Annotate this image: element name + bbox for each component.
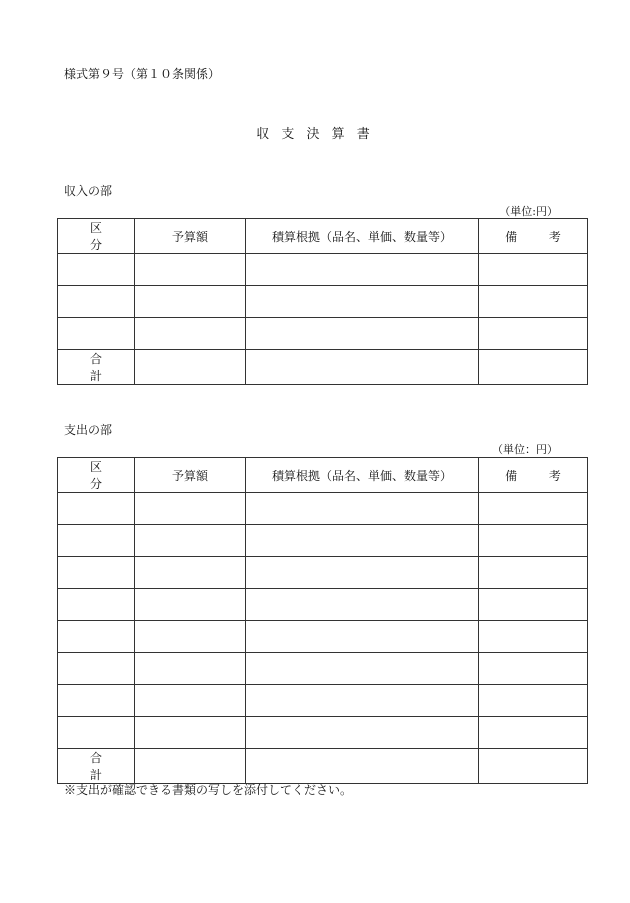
expense-cell-basis[interactable]: [246, 685, 479, 717]
income-header-row: [58, 219, 588, 254]
expense-table: [57, 457, 588, 784]
income-total-cell-basis[interactable]: [246, 350, 479, 385]
income-cell-budget[interactable]: [135, 254, 246, 286]
expense-cell-basis[interactable]: [246, 621, 479, 653]
income-total-cell-note[interactable]: [479, 350, 588, 385]
footnote: ※支出が確認できる書類の写しを添付してください。: [64, 783, 353, 797]
expense-cell-note[interactable]: [479, 653, 588, 685]
expense-total-cell-note[interactable]: [479, 749, 588, 784]
expense-cell-basis[interactable]: [246, 589, 479, 621]
expense-cell-budget[interactable]: [135, 493, 246, 525]
expense-cell-basis[interactable]: [246, 493, 479, 525]
expense-table-row: [58, 717, 588, 749]
income-cell-basis[interactable]: [246, 286, 479, 318]
expense-table-row: [58, 557, 588, 589]
income-cell-basis[interactable]: [246, 318, 479, 350]
expense-total-label: 合 計: [58, 749, 135, 784]
income-table-row: [58, 254, 588, 286]
expense-cell-note[interactable]: [479, 621, 588, 653]
expense-header-budget: 予算額: [135, 458, 246, 493]
expense-table-row: [58, 621, 588, 653]
expense-cell-kubun[interactable]: [58, 557, 135, 589]
expense-cell-budget[interactable]: [135, 557, 246, 589]
income-cell-basis[interactable]: [246, 254, 479, 286]
document-title: 収 支 決 算 書: [256, 127, 374, 142]
income-cell-kubun[interactable]: [58, 318, 135, 350]
income-header-note: 備 考: [479, 219, 588, 254]
income-section-title: 収入の部: [64, 184, 113, 198]
expense-header-kubun: 区 分: [58, 458, 135, 493]
expense-cell-basis[interactable]: [246, 653, 479, 685]
expense-cell-kubun[interactable]: [58, 525, 135, 557]
expense-cell-kubun[interactable]: [58, 717, 135, 749]
form-number: 様式第９号（第１０条関係）: [64, 67, 221, 81]
expense-cell-kubun[interactable]: [58, 653, 135, 685]
expense-table-row: [58, 685, 588, 717]
income-cell-budget[interactable]: [135, 318, 246, 350]
expense-total-row: [58, 749, 588, 784]
expense-cell-kubun[interactable]: [58, 493, 135, 525]
expense-cell-note[interactable]: [479, 685, 588, 717]
expense-cell-budget[interactable]: [135, 525, 246, 557]
income-cell-note[interactable]: [479, 318, 588, 350]
expense-cell-budget[interactable]: [135, 621, 246, 653]
expense-table-row: [58, 589, 588, 621]
income-total-label: 合 計: [58, 350, 135, 385]
income-table: [57, 218, 588, 385]
expense-table-body: [58, 493, 588, 784]
expense-cell-basis[interactable]: [246, 557, 479, 589]
expense-cell-budget[interactable]: [135, 589, 246, 621]
income-table-row: [58, 318, 588, 350]
expense-header-basis: 積算根拠（品名、単価、数量等）: [246, 458, 479, 493]
expense-header-note: 備 考: [479, 458, 588, 493]
expense-section-title: 支出の部: [64, 423, 113, 437]
expense-cell-note[interactable]: [479, 557, 588, 589]
income-table-body: [58, 254, 588, 385]
expense-cell-kubun[interactable]: [58, 685, 135, 717]
expense-cell-kubun[interactable]: [58, 589, 135, 621]
income-header-basis: 積算根拠（品名、単価、数量等）: [246, 219, 479, 254]
expense-table-row: [58, 653, 588, 685]
expense-cell-basis[interactable]: [246, 525, 479, 557]
income-unit-label: （単位:円）: [499, 205, 558, 218]
expense-cell-note[interactable]: [479, 525, 588, 557]
expense-cell-note[interactable]: [479, 493, 588, 525]
expense-cell-note[interactable]: [479, 717, 588, 749]
income-total-cell-budget[interactable]: [135, 350, 246, 385]
expense-cell-note[interactable]: [479, 589, 588, 621]
expense-cell-kubun[interactable]: [58, 621, 135, 653]
income-cell-budget[interactable]: [135, 286, 246, 318]
expense-table-row: [58, 525, 588, 557]
income-cell-note[interactable]: [479, 254, 588, 286]
expense-cell-budget[interactable]: [135, 653, 246, 685]
income-cell-kubun[interactable]: [58, 286, 135, 318]
expense-header-row: [58, 458, 588, 493]
expense-cell-budget[interactable]: [135, 685, 246, 717]
income-cell-kubun[interactable]: [58, 254, 135, 286]
expense-total-cell-budget[interactable]: [135, 749, 246, 784]
expense-unit-label: （単位：円）: [492, 443, 558, 456]
expense-cell-basis[interactable]: [246, 717, 479, 749]
income-total-row: [58, 350, 588, 385]
income-table-row: [58, 286, 588, 318]
expense-table-row: [58, 493, 588, 525]
expense-total-cell-basis[interactable]: [246, 749, 479, 784]
expense-cell-budget[interactable]: [135, 717, 246, 749]
income-header-kubun: 区 分: [58, 219, 135, 254]
income-header-budget: 予算額: [135, 219, 246, 254]
income-cell-note[interactable]: [479, 286, 588, 318]
